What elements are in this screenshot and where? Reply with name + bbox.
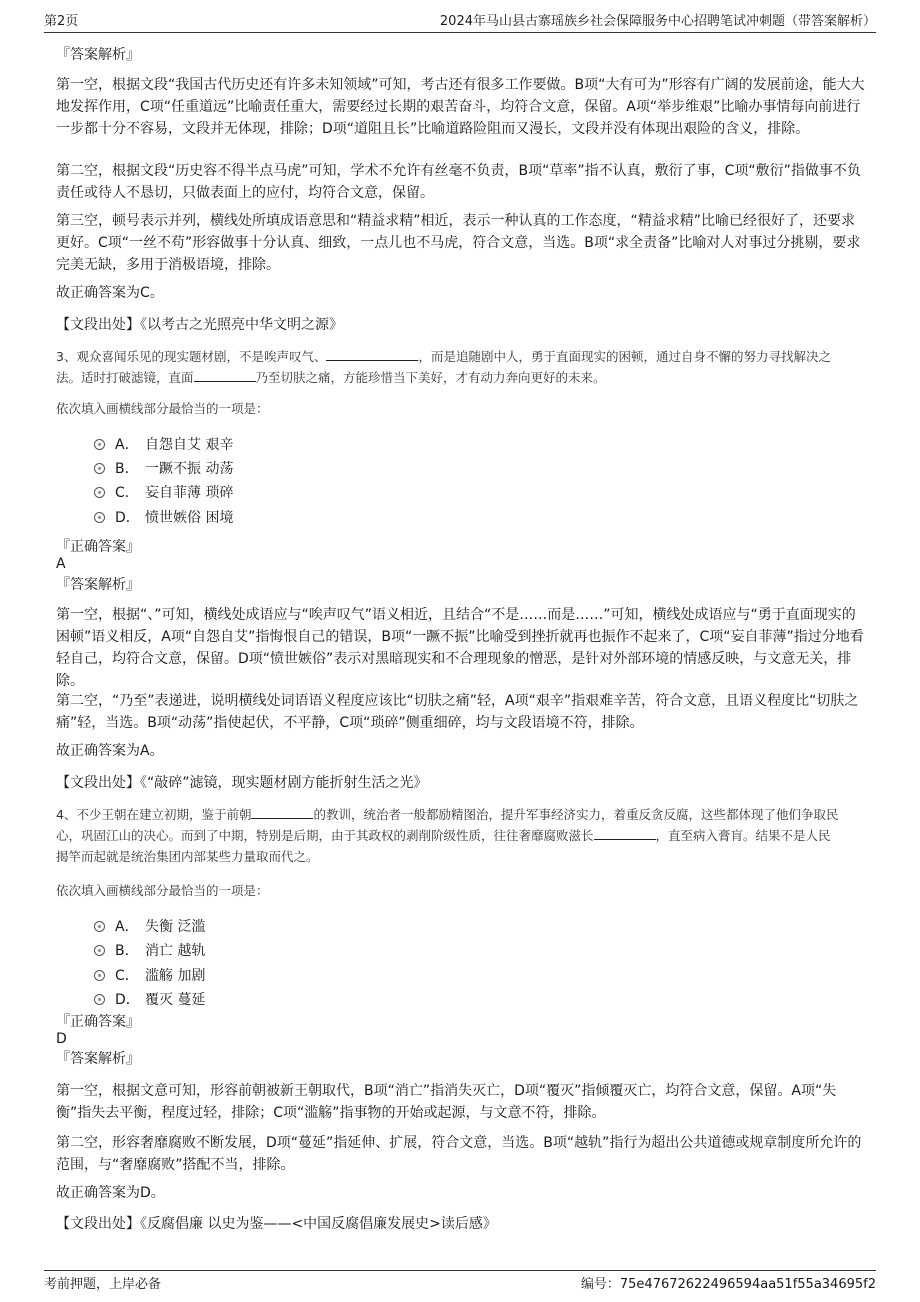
q2-analysis-p3: 第三空，顿号表示并列，横线处所填成语意思和“精益求精”相近，表示一种认真的工作态度，“精益求精”比喻已经很好了，还要求更好。C项“一丝不苟”形容做事十分认真、细致，一点儿也不马虎，符合文意，当选。B项“求全责备”比喻对人对事过分挑剔，要求完美无缺，多用于消极语境，排除。 (56, 213, 861, 273)
q3-conclusion: 故正确答案为A。 (56, 743, 164, 759)
q4-option-b[interactable]: B． 消亡 越轨 (94, 940, 205, 960)
q3-option-a[interactable]: A． 自怨自艾 艰辛 (94, 434, 233, 454)
q4-option-a[interactable]: A． 失衡 泛滥 (94, 916, 205, 936)
q4-analysis-p2: 第二空，形容奢靡腐败不断发展，D项“蔓延”指延伸、扩展，符合文意，当选。B项“越轨”指行为超出公共道德或规章制度所允许的范围，与“奢靡腐败”搭配不当，排除。 (56, 1135, 862, 1173)
q4-conclusion: 故正确答案为D。 (56, 1185, 165, 1201)
q2-analysis-label: 『答案解析』 (56, 47, 140, 63)
q4-source: 【文段出处】《反腐倡廉 以史为鉴——<中国反腐倡廉发展史>读后感》 (56, 1216, 497, 1232)
q3-analysis-p2: 第二空，“乃至”表递进，说明横线处词语语义程度应该比“切肤之痛”轻，A项“艰辛”指艰难辛苦，符合文意，且语义程度比“切肤之痛”轻，当选。B项“动荡”指使起伏，不平静，C项“琐碎”侧重细碎，均与文段语境不符，排除。 (56, 693, 859, 731)
document-id: 编号：75e47672622496594aa51f55a34695f2 (580, 1277, 876, 1292)
q4-analysis-label: 『答案解析』 (56, 1051, 140, 1067)
q2-analysis-p1: 第一空，根据文段“我国古代历史还有许多未知领域”可知，考古还有很多工作要做。B项“大有可为”形容有广阔的发展前途，能大大地发挥作用，C项“任重道远”比喻责任重大，需要经过长期的艰苦奋斗，均符合文意，保留。A项“举步维艰”比喻办事情每向前进行一步都十分不容易，文段并无体现，排除；D项“道阻且长”比喻道路险阻而又漫长，文段并没有体现出艰险的含义，排除。 (56, 77, 865, 137)
q4-answer-label: 『正确答案』 (56, 1014, 140, 1030)
q3-blank-1 (326, 359, 418, 361)
q3-prompt: 依次填入画横线部分最恰当的一项是： (56, 401, 269, 416)
q2-analysis-p2: 第二空，根据文段“历史容不得半点马虎”可知，学术不允许有丝毫不负责，B项“草率”指不认真，敷衍了事，C项“敷衍”指做事不负责任或待人不恳切，只做表面上的应付，均符合文意，保留。 (56, 163, 861, 201)
q3-answer: A (56, 556, 66, 572)
radio-icon[interactable] (94, 994, 105, 1005)
q3-source: 【文段出处】《“敲碎”滤镜，现实题材剧方能折射生活之光》 (56, 775, 428, 791)
q4-option-c[interactable]: C． 滥觞 加剧 (94, 965, 205, 985)
q4-stem: 4、不少王朝在建立初期，鉴于前朝 的教训，统治者一般都励精图治，提升军事经济实力，着重反贪反腐，这些都体现了他们争取民 心，巩固江山的决心。而到了中期，特别是后期，由于其政权的剥削阶级性质，往往奢靡腐败滋长 ，直至病入膏肓。结果不是人民 揭竿而起就是统治集团内部某些力量取而代之。 (56, 807, 839, 864)
radio-icon[interactable] (94, 512, 105, 523)
radio-icon[interactable] (94, 945, 105, 956)
q4-answer: D (56, 1031, 67, 1047)
document-title: 2024年马山县古寨瑶族乡社会保障服务中心招聘笔试冲刺题（带答案解析） (439, 14, 876, 29)
q4-blank-2 (594, 838, 656, 840)
q3-blank-2 (194, 380, 256, 382)
footer-slogan: 考前押题，上岸必备 (44, 1277, 162, 1292)
q2-conclusion: 故正确答案为C。 (56, 285, 164, 301)
q3-analysis-p1: 第一空，根据“、”可知，横线处成语应与“唉声叹气”语义相近，且结合“不是……而是……”可知，横线处成语应与“勇于直面现实的困顿”语义相反，A项“自怨自艾”指悔恨自己的错误，B项“一蹶不振”比喻受到挫折就再也振作不起来了，C项“妄自菲薄”指过分地看轻自己，均符合文意，保留。D项“愤世嫉俗”表示对黑暗现实和不合理现象的憎恶，是针对外部环境的情感反映，与文意无关，排除。 (56, 607, 864, 689)
page-number: 第2页 (44, 14, 79, 29)
q3-option-b[interactable]: B． 一蹶不振 动荡 (94, 458, 233, 478)
q4-analysis-p1: 第一空，根据文意可知，形容前朝被新王朝取代，B项“消亡”指消失灭亡，D项“覆灭”指倾覆灭亡，均符合文意，保留。A项“失衡”指失去平衡，程度过轻，排除；C项“滥觞”指事物的开始或起源，与文意不符，排除。 (56, 1083, 837, 1121)
q2-source: 【文段出处】《以考古之光照亮中华文明之源》 (56, 317, 343, 333)
q3-option-c[interactable]: C． 妄自菲薄 琐碎 (94, 482, 233, 502)
page-header (44, 10, 876, 33)
radio-icon[interactable] (94, 487, 105, 498)
q4-option-d[interactable]: D． 覆灭 蔓延 (94, 989, 205, 1009)
radio-icon[interactable] (94, 463, 105, 474)
q3-option-d[interactable]: D． 愤世嫉俗 困境 (94, 507, 233, 527)
radio-icon[interactable] (94, 439, 105, 450)
q3-stem: 3、观众喜闻乐见的现实题材剧，不是唉声叹气、 ，而是追随剧中人，勇于直面现实的困顿，通过自身不懈的努力寻找解决之 法。适时打破滤镜，直面 乃至切肤之痛，方能珍惜当下美好，才有动力奔向更好的未来。 (56, 349, 831, 385)
q4-prompt: 依次填入画横线部分最恰当的一项是： (56, 883, 269, 898)
q3-analysis-label: 『答案解析』 (56, 577, 140, 593)
q4-blank-1 (251, 817, 313, 819)
q3-answer-label: 『正确答案』 (56, 539, 140, 555)
page-footer (44, 1270, 876, 1293)
radio-icon[interactable] (94, 970, 105, 981)
radio-icon[interactable] (94, 921, 105, 932)
